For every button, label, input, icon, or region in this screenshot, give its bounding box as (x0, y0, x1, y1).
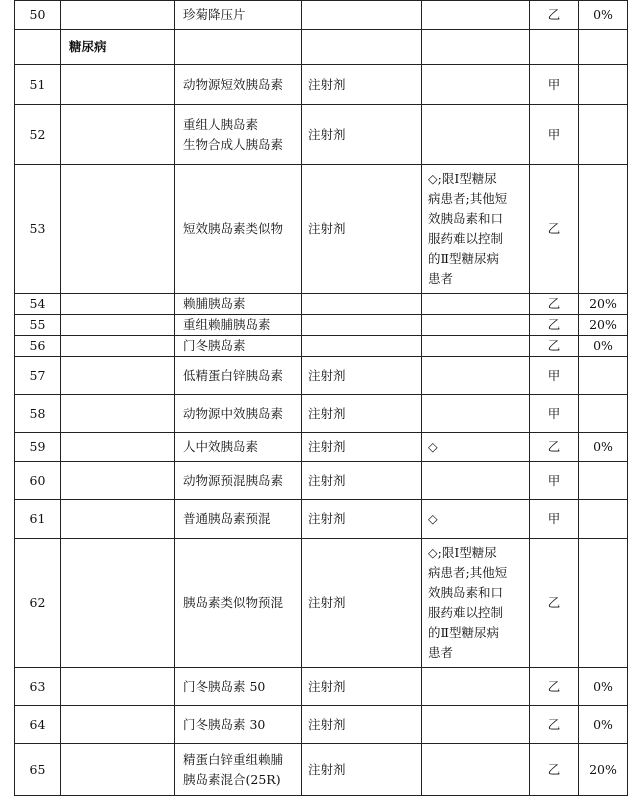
sub-category-cell (61, 65, 175, 105)
document-page (14, 0, 627, 796)
dosage-form: 注射剂 (302, 744, 422, 796)
dosage-form: 注射剂 (302, 395, 422, 433)
sub-category-cell (61, 433, 175, 462)
self-pay-ratio (579, 539, 628, 668)
remarks-line: ◇ (428, 511, 438, 526)
row-number: 58 (15, 395, 61, 433)
drug-name (175, 105, 302, 165)
remarks-cell (422, 744, 530, 796)
drug-name-line: 胰岛素类似物预混 (183, 595, 284, 610)
drug-name-line: 精蛋白锌重组赖脯 (183, 751, 284, 767)
table-row (15, 744, 628, 796)
empty-cell (530, 30, 579, 65)
drug-class: 乙 (530, 744, 579, 796)
dosage-form: 注射剂 (302, 357, 422, 395)
drug-name (175, 1, 302, 30)
drug-name (175, 500, 302, 539)
sub-category-cell (61, 539, 175, 668)
sub-category-cell (61, 706, 175, 744)
row-number: 64 (15, 706, 61, 744)
drug-name (175, 395, 302, 433)
sub-category-cell (61, 668, 175, 706)
drug-name-line: 珍菊降压片 (183, 7, 246, 22)
drug-class: 乙 (530, 336, 579, 357)
drug-name (175, 315, 302, 336)
drug-class: 甲 (530, 65, 579, 105)
dosage-form: 注射剂 (302, 105, 422, 165)
remarks-line: ◇;限Ⅰ型糖尿 (428, 545, 497, 560)
table-row (15, 1, 628, 30)
self-pay-ratio (579, 105, 628, 165)
self-pay-ratio: 0% (579, 433, 628, 462)
table-row (15, 65, 628, 105)
drug-name (175, 462, 302, 500)
row-number: 53 (15, 165, 61, 294)
row-number: 65 (15, 744, 61, 796)
remarks-line: ◇;限Ⅰ型糖尿 (428, 171, 497, 186)
drug-name-line: 低精蛋白锌胰岛素 (183, 367, 284, 383)
empty-cell (422, 30, 530, 65)
dosage-form: 注射剂 (302, 539, 422, 668)
drug-class: 乙 (530, 165, 579, 294)
table-body (15, 1, 628, 796)
category-row (15, 30, 628, 65)
remarks-cell (422, 395, 530, 433)
category-empty-cell (15, 30, 61, 65)
remarks-cell (422, 65, 530, 105)
remarks-line: 效胰岛素和口 (428, 211, 504, 226)
sub-category-cell (61, 744, 175, 796)
self-pay-ratio: 20% (579, 315, 628, 336)
table-row (15, 462, 628, 500)
table-row (15, 357, 628, 395)
drug-name-line: 重组人胰岛素 (183, 116, 259, 132)
table-row (15, 165, 628, 294)
remarks-cell (422, 165, 530, 294)
table-row (15, 294, 628, 315)
row-number: 55 (15, 315, 61, 336)
remarks-cell (422, 357, 530, 395)
drug-name-line: 重组赖脯胰岛素 (183, 317, 271, 332)
drug-name-line: 动物源短效胰岛素 (183, 76, 284, 92)
drug-name (175, 706, 302, 744)
table-row (15, 706, 628, 744)
remarks-cell (422, 336, 530, 357)
table-row (15, 315, 628, 336)
self-pay-ratio: 20% (579, 744, 628, 796)
remarks-cell (422, 539, 530, 668)
drug-class: 乙 (530, 668, 579, 706)
sub-category-cell (61, 315, 175, 336)
self-pay-ratio (579, 165, 628, 294)
sub-category-cell (61, 294, 175, 315)
dosage-form: 注射剂 (302, 668, 422, 706)
row-number: 52 (15, 105, 61, 165)
drug-list-table (14, 0, 628, 796)
self-pay-ratio: 0% (579, 706, 628, 744)
sub-category-cell (61, 462, 175, 500)
drug-name (175, 294, 302, 315)
empty-cell (579, 30, 628, 65)
dosage-form: 注射剂 (302, 706, 422, 744)
self-pay-ratio (579, 395, 628, 433)
drug-class: 乙 (530, 1, 579, 30)
remarks-line: 病患者;其他短 (428, 191, 508, 206)
sub-category-cell (61, 1, 175, 30)
sub-category-cell (61, 336, 175, 357)
remarks-cell (422, 105, 530, 165)
dosage-form: 注射剂 (302, 165, 422, 294)
table-row (15, 105, 628, 165)
drug-name-line: 普通胰岛素预混 (183, 511, 271, 526)
dosage-form (302, 315, 422, 336)
drug-class: 乙 (530, 539, 579, 668)
drug-class: 甲 (530, 395, 579, 433)
table-row (15, 336, 628, 357)
drug-name-line: 人中效胰岛素 (183, 439, 259, 454)
remarks-line: 患者 (428, 645, 454, 660)
table-row (15, 668, 628, 706)
remarks-cell (422, 500, 530, 539)
drug-name-line: 门冬胰岛素 (183, 338, 246, 353)
sub-category-cell (61, 500, 175, 539)
drug-name (175, 433, 302, 462)
self-pay-ratio (579, 500, 628, 539)
empty-cell (302, 30, 422, 65)
sub-category-cell (61, 105, 175, 165)
empty-cell (175, 30, 302, 65)
drug-name-line: 门冬胰岛素 50 (183, 678, 266, 694)
drug-name (175, 357, 302, 395)
drug-class: 甲 (530, 105, 579, 165)
self-pay-ratio (579, 462, 628, 500)
table-row (15, 395, 628, 433)
table-row (15, 433, 628, 462)
drug-name-line: 胰岛素混合(25R) (183, 771, 281, 787)
row-number: 51 (15, 65, 61, 105)
remarks-line: 服药难以控制 (428, 231, 504, 246)
row-number: 63 (15, 668, 61, 706)
remarks-line: 的Ⅱ型糖尿病 (428, 625, 499, 640)
dosage-form (302, 336, 422, 357)
dosage-form: 注射剂 (302, 462, 422, 500)
dosage-form: 注射剂 (302, 65, 422, 105)
drug-name-line: 短效胰岛素类似物 (183, 221, 284, 236)
remarks-cell (422, 668, 530, 706)
remarks-line: 效胰岛素和口 (428, 585, 504, 600)
remarks-cell (422, 1, 530, 30)
self-pay-ratio: 0% (579, 1, 628, 30)
drug-class: 甲 (530, 500, 579, 539)
self-pay-ratio: 0% (579, 668, 628, 706)
remarks-cell (422, 315, 530, 336)
row-number: 60 (15, 462, 61, 500)
remarks-line: 的Ⅱ型糖尿病 (428, 251, 499, 266)
remarks-cell (422, 462, 530, 500)
remarks-line: ◇ (428, 439, 438, 454)
table-row (15, 539, 628, 668)
remarks-cell (422, 706, 530, 744)
drug-name (175, 668, 302, 706)
drug-class: 乙 (530, 294, 579, 315)
row-number: 57 (15, 357, 61, 395)
sub-category-cell (61, 357, 175, 395)
dosage-form (302, 1, 422, 30)
row-number: 62 (15, 539, 61, 668)
drug-class: 乙 (530, 706, 579, 744)
drug-class: 甲 (530, 462, 579, 500)
category-label: 糖尿病 (61, 30, 175, 65)
row-number: 61 (15, 500, 61, 539)
dosage-form (302, 294, 422, 315)
drug-name (175, 336, 302, 357)
sub-category-cell (61, 395, 175, 433)
drug-name-line: 生物合成人胰岛素 (183, 136, 284, 152)
self-pay-ratio: 0% (579, 336, 628, 357)
dosage-form: 注射剂 (302, 500, 422, 539)
drug-class: 甲 (530, 357, 579, 395)
self-pay-ratio (579, 357, 628, 395)
row-number: 54 (15, 294, 61, 315)
remarks-line: 服药难以控制 (428, 605, 504, 620)
drug-name (175, 65, 302, 105)
drug-name-line: 赖脯胰岛素 (183, 296, 246, 311)
drug-name (175, 165, 302, 294)
row-number: 56 (15, 336, 61, 357)
drug-name-line: 动物源预混胰岛素 (183, 472, 284, 488)
drug-class: 乙 (530, 315, 579, 336)
table-row (15, 500, 628, 539)
drug-name (175, 744, 302, 796)
drug-name (175, 539, 302, 668)
self-pay-ratio (579, 65, 628, 105)
row-number: 50 (15, 1, 61, 30)
remarks-line: 病患者;其他短 (428, 565, 508, 580)
remarks-line: 患者 (428, 271, 454, 286)
self-pay-ratio: 20% (579, 294, 628, 315)
remarks-cell (422, 294, 530, 315)
dosage-form: 注射剂 (302, 433, 422, 462)
remarks-cell (422, 433, 530, 462)
sub-category-cell (61, 165, 175, 294)
row-number: 59 (15, 433, 61, 462)
drug-name-line: 动物源中效胰岛素 (183, 405, 284, 421)
drug-name-line: 门冬胰岛素 30 (183, 716, 266, 732)
drug-class: 乙 (530, 433, 579, 462)
